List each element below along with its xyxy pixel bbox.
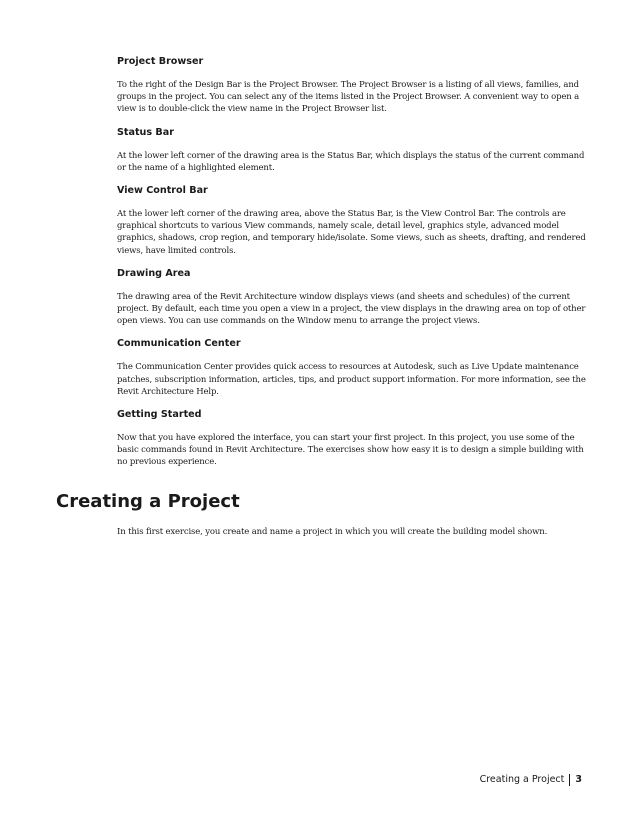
- footer-running-title: Creating a Project: [479, 774, 565, 785]
- chapter-intro-text: In this first exercise, you create and name a project in which you will create the building model shown.: [117, 527, 548, 537]
- chapter-title: Creating a Project: [56, 491, 240, 512]
- section-heading-getting-started: Getting Started: [117, 409, 202, 421]
- section-heading-communication-center: Communication Center: [117, 338, 241, 350]
- footer-separator: [569, 774, 570, 786]
- section-text-getting-started: Now that you have explored the interface, you can start your first project. In this project, you use some of the basic commands found in Revit Architecture. The exercises show how easy it is to design a simple building with no previous experience.: [117, 433, 584, 468]
- sections-container: [117, 56, 587, 480]
- section-text-drawing-area: The drawing area of the Revit Architecture window displays views (and sheets and schedules) of the current project. By default, each time you open a view in a project, the view displays in the drawing area on top of other open views. You can use commands on the Window menu to arrange the project views.: [117, 291, 586, 327]
- section-text-view-control-bar: At the lower left corner of the drawing area, above the Status Bar, is the View Control Bar. The controls are graphical shortcuts to various View commands, namely scale, detail level, graphics style, advanced model graphics, shadows, crop region, and temporary hide/isolate. Some views, such as sheets, drafting, and rendered views, have limited controls.: [117, 209, 586, 256]
- section-heading-project-browser: Project Browser: [117, 56, 204, 67]
- page-number: 3: [575, 774, 582, 785]
- page-footer: [480, 774, 582, 786]
- section-text-project-browser: To the right of the Design Bar is the Project Browser. The Project Browser is a listing of all views, families, and groups in the project. You can select any of the items listed in the Project Browser. A convenient way to open a view is to double-click the view name in the Project Browser list.: [117, 80, 580, 115]
- section-heading-drawing-area: Drawing Area: [117, 267, 191, 279]
- section-heading-view-control-bar: View Control Bar: [117, 185, 208, 197]
- section-text-communication-center: The Communication Center provides quick access to resources at Autodesk, such as Live Update maintenance patches, subscription information, articles, tips, and product support information. For more information, see the Revit Architecture Help.: [117, 362, 586, 397]
- section-text-status-bar: At the lower left corner of the drawing area is the Status Bar, which displays the status of the current command or the name of a highlighted element.: [117, 150, 585, 173]
- section-heading-status-bar: Status Bar: [117, 126, 174, 138]
